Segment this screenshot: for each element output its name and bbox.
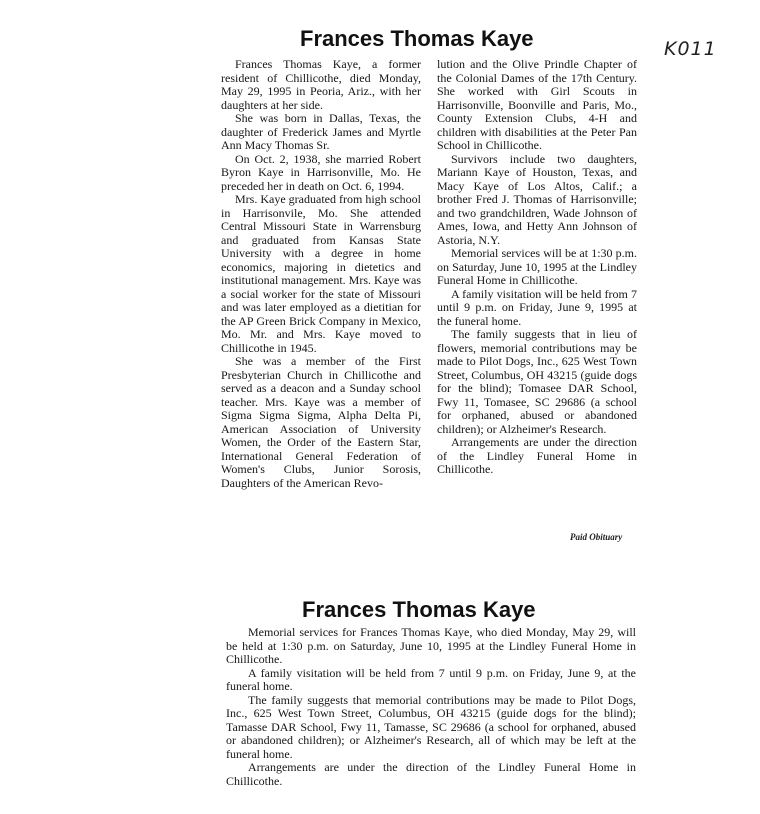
obituary-paragraph: Frances Thomas Kaye, a former resident of Chillicothe, died Monday, May 29, 1995 in Peoria, Ariz., with her daughters at her side. [221,57,421,112]
obituary-paragraph: The family suggests that in lieu of flowers, memorial contributions may be made to Pilot Dogs, Inc., 625 West Town Street, Columbus, OH 43215 (guide dogs for the blind); Tomasee DAR School, Fwy 11, Tomasee, SC 29686 (a school for orphaned, abused or abandoned children); or Alzheimer's Research. [437,327,637,436]
obituary-paragraph: Mrs. Kaye graduated from high school in Harrisonvile, Mo. She attended Central Missouri State in Warrensburg and graduated from Kansas State University with a degree in home economics, majoring in dietetics and institutional management. Mrs. Kaye was a social worker for the state of Missouri and was later employed as a dietitian for the AP Green Brick Company in Mexico, Mo. Mr. and Mrs. Kaye moved to Chillicothe in 1945. [221,192,421,355]
obituary-paragraph: She was a member of the First Presbyterian Church in Chillicothe and served as a deacon and a Sunday school teacher. Mrs. Kaye was a member of Sigma Sigma Sigma, Alpha Delta Pi, American Association of University Women, the Order of the Eastern Star, International General Federation of Women's Clubs, Junior Sorosis, Daughters of the American Revo- [221,354,421,490]
obituary-right-column [437,58,637,477]
notice-body [226,626,636,788]
notice-paragraph: Memorial services for Frances Thomas Kaye, who died Monday, May 29, will be held at 1:30 p.m. on Saturday, June 10, 1995 at the Lindley Funeral Home in Chillicothe. [226,625,636,666]
obituary-paragraph: She was born in Dallas, Texas, the daughter of Frederick James and Myrtle Ann Macy Thomas Sr. [221,111,421,152]
handwritten-note: K011 [664,38,717,60]
obituary-paragraph: Survivors include two daughters, Mariann Kaye of Houston, Texas, and Macy Kaye of Los Altos, Calif.; a brother Fred J. Thomas of Harrisonville; and two grandchildren, Wade Johnson of Ames, Iowa, and Hetty Ann Johnson of Astoria, N.Y. [437,151,637,247]
obituary-paragraph: On Oct. 2, 1938, she married Robert Byron Kaye in Harrisonville, Mo. He preceded her in death on Oct. 6, 1994. [221,151,421,193]
notice-title: Frances Thomas Kaye [302,597,536,622]
obituary-left-column [221,58,421,490]
notice-paragraph: Arrangements are under the direction of the Lindley Funeral Home in Chillicothe. [226,760,636,788]
obituary-paragraph: Memorial services will be at 1:30 p.m. on Saturday, June 10, 1995 at the Lindley Funeral Home in Chillicothe. [437,246,637,287]
notice-paragraph: A family visitation will be held from 7 until 9 p.m. on Friday, June 9, at the funeral home. [226,665,636,693]
obituary-paragraph: lution and the Olive Prindle Chapter of the Colonial Dames of the 17th Century. She worked with Girl Scouts in Harrisonville, Boonville and Paris, Mo., County Extension Clubs, 4-H and children with disabilities at the Peter Pan School in Chillicothe. [437,57,637,152]
notice-paragraph: The family suggests that memorial contributions may be made to Pilot Dogs, Inc., 625 West Town Street, Columbus, OH 43215 (guide dogs for the blind); Tamasse DAR School, Fwy 11, Tamasse, SC 29686 (a school for orphaned, abused or abandoned children); or Alzheimer's Research, all of which may be left at the funeral home. [226,692,636,761]
obituary-paragraph: Arrangements are under the direction of the Lindley Funeral Home in Chillicothe. [437,435,637,476]
obituary-title: Frances Thomas Kaye [300,26,534,51]
obituary-paragraph: A family visitation will be held from 7 until 9 p.m. on Friday, June 9, 1995 at the funeral home. [437,286,637,328]
paid-obituary-label: Paid Obituary [570,532,623,542]
